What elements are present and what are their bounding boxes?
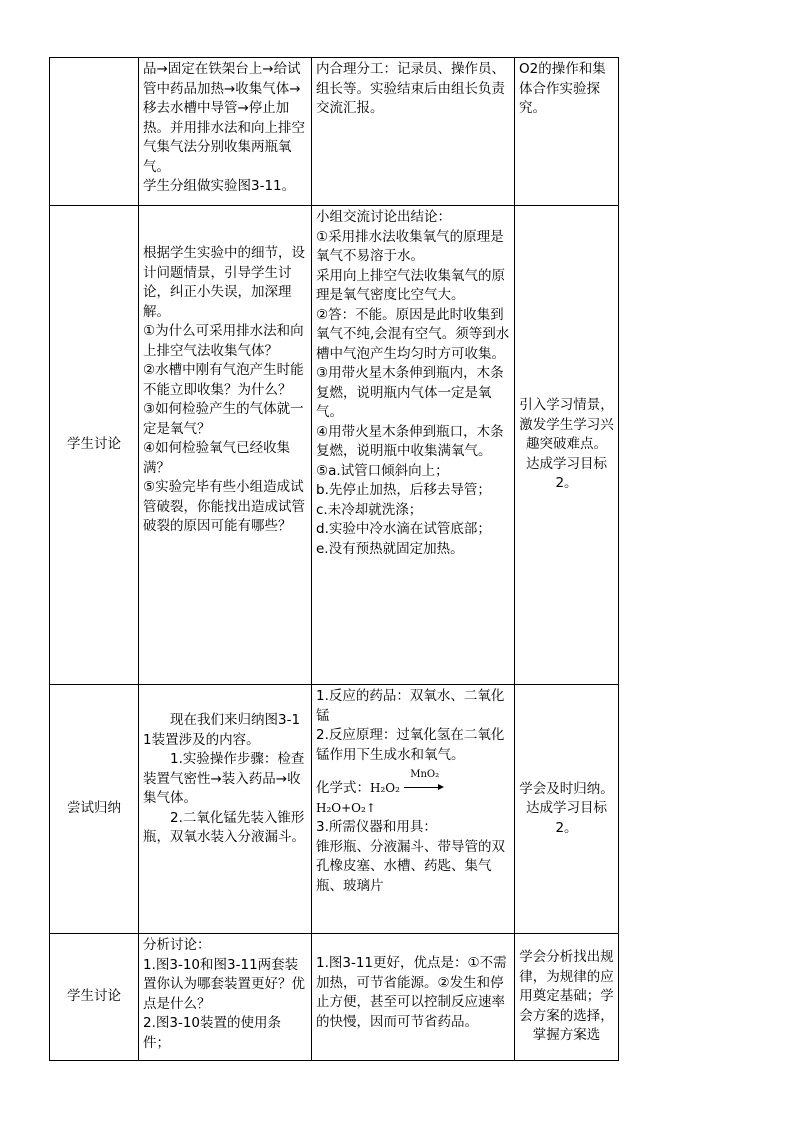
text-line: 锥形瓶、分液漏斗、带导管的双孔橡皮塞、水槽、药匙、集气瓶、玻璃片 bbox=[316, 838, 505, 894]
text-line: ①采用排水法收集氧气的原理是氧气不易溶于水。 bbox=[316, 228, 504, 264]
text-line: 采用向上排空气法收集氧气的原理是氧气密度比空气大。 bbox=[316, 267, 505, 303]
row3-intent-cell bbox=[515, 685, 619, 934]
catalyst-label: MnO₂ bbox=[410, 769, 440, 780]
row3-student-cell bbox=[312, 685, 515, 934]
text-line: ⑤a.试管口倾斜向上； bbox=[316, 462, 449, 479]
table-row bbox=[50, 58, 619, 206]
text-line: e.没有预热就固定加热。 bbox=[316, 540, 464, 557]
text-line: O2的操作和集体合作实验探究。 bbox=[519, 61, 606, 116]
text-line: 分析讨论： bbox=[143, 937, 211, 953]
text-line: 2.二氧化锰先装入锥形瓶，双氧水装入分液漏斗。 bbox=[143, 809, 305, 845]
text-line: 学会分析找出规律，为规律的应用奠定基础；学会方案的选择，掌握方案选 bbox=[519, 949, 614, 1044]
row4-activity-cell: 学生讨论 bbox=[50, 934, 139, 1061]
text-line: 现在我们来归纳图3-11装置涉及的内容。 bbox=[143, 712, 301, 748]
text-line: ④如何检验氧气已经收集满？ bbox=[143, 440, 291, 476]
row4-teacher-cell bbox=[139, 934, 312, 1061]
text-line: 1.图3-10和图3-11两套装置你认为哪套装置更好？优点是什么？ bbox=[143, 956, 305, 1012]
row4-student-cell bbox=[312, 934, 515, 1061]
table-row bbox=[50, 206, 619, 685]
row1-student-cell bbox=[312, 58, 515, 206]
text-line: 学生分组做实验图3-11。 bbox=[143, 178, 296, 194]
text-line: 小组交流讨论出结论： bbox=[316, 209, 451, 225]
row1-activity-cell bbox=[50, 58, 139, 206]
lesson-plan-table bbox=[49, 57, 619, 1061]
text-line: ④用带火星木条伸到瓶口，木条复燃，说明瓶中收集满氧气。 bbox=[316, 423, 504, 459]
table-row bbox=[50, 934, 619, 1061]
text-line: 达成学习目标2。 bbox=[526, 455, 607, 492]
row2-activity-cell: 学生讨论 bbox=[50, 206, 139, 685]
row3-activity-cell: 尝试归纳 bbox=[50, 685, 139, 934]
text-line: 3.所需仪器和用具： bbox=[316, 819, 437, 835]
text-line: 品→固定在铁架台上→给试管中药品加热→收集气体→移去水槽中导管→停止加热。并用排水法和向上排空气集气法分别收集两瓶氧气。 bbox=[143, 61, 305, 175]
text-line: 学会及时归纳。 bbox=[519, 780, 614, 797]
row2-intent-cell bbox=[515, 206, 619, 685]
text-line: 达成学习目标2。 bbox=[526, 800, 607, 836]
row3-teacher-cell bbox=[139, 685, 312, 934]
arrow-icon bbox=[404, 787, 440, 788]
text-line: ③用带火星木条伸到瓶内，木条复燃，说明瓶内气体一定是氧气。 bbox=[316, 365, 504, 420]
text-line: ①为什么可采用排水法和向上排空气法收集气体？ bbox=[143, 323, 304, 359]
products-formula: H₂O+O₂↑ bbox=[316, 800, 376, 815]
row2-student-cell bbox=[312, 206, 515, 685]
text-line: 2.反应原理：过氧化氢在二氧化锰作用下生成水和氧气。 bbox=[316, 727, 505, 763]
chemical-equation bbox=[316, 769, 510, 799]
row1-intent-cell bbox=[515, 58, 619, 206]
text-line: ③如何检验产生的气体就一定是氧气？ bbox=[143, 401, 304, 437]
text-line: 内合理分工：记录员、操作员、组长等。实验结束后由组长负责交流汇报。 bbox=[316, 61, 505, 116]
reaction-arrow bbox=[404, 769, 444, 795]
text-line: ②答：不能。原因是此时收集到氧气不纯,会混有空气。须等到水槽中气泡产生均匀时方可收集。 bbox=[316, 306, 510, 362]
text-line: 2.图3-10装置的使用条件； bbox=[143, 1015, 282, 1051]
reactant-formula: H₂O₂ bbox=[370, 781, 400, 795]
text-line: 1.反应的药品：双氧水、二氧化锰 bbox=[316, 688, 505, 724]
text-line: c.未冷却就洗涤； bbox=[316, 501, 423, 518]
text-line: b.先停止加热，后移去导管； bbox=[316, 482, 491, 498]
table-row bbox=[50, 685, 619, 934]
row1-teacher-cell bbox=[139, 58, 312, 206]
text-line: 1.实验操作步骤：检查装置气密性→装入药品→收集气体。 bbox=[143, 751, 305, 806]
row4-intent-cell bbox=[515, 934, 619, 1061]
text-line: 根据学生实验中的细节，设计问题情景，引导学生讨论，纠正小失误，加深理解。 bbox=[143, 245, 305, 320]
formula-label: 化学式： bbox=[316, 780, 370, 796]
text-line: 引入学习情景，激发学生学习兴趣突破难点。 bbox=[519, 397, 614, 453]
text-line: ②水槽中刚有气泡产生时能不能立即收集？为什么？ bbox=[143, 362, 304, 398]
row2-teacher-cell bbox=[139, 206, 312, 685]
text-line: 1.图3-11更好，优点是：①不需加热，可节省能源。②发生和停止方便，甚至可以控制反应速率的快慢，因而可节省药品。 bbox=[316, 955, 507, 1030]
text-line: d.实验中冷水滴在试管底部； bbox=[316, 521, 491, 537]
text-line: ⑤实验完毕有些小组造成试管破裂，你能找出造成试管破裂的原因可能有哪些？ bbox=[143, 479, 305, 534]
